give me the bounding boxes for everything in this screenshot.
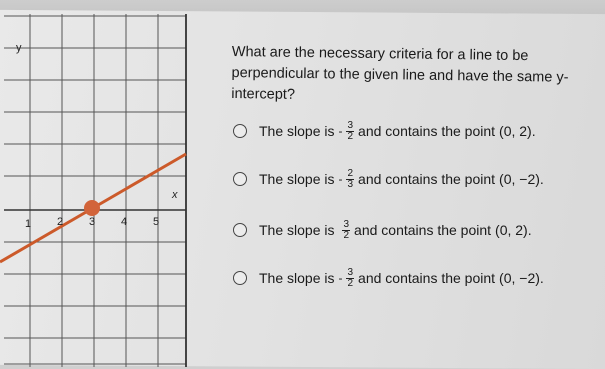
option-1[interactable] (233, 116, 536, 146)
option-2[interactable] (233, 164, 544, 194)
radio-button-1[interactable] (233, 124, 247, 138)
option-3[interactable] (233, 215, 532, 245)
tick-label-3: 3 (89, 216, 96, 228)
option-1-sign: - (338, 124, 343, 138)
option-2-numerator: 2 (347, 167, 354, 179)
option-4-point: (0, −2). (499, 270, 544, 286)
option-4-suffix: and contains the point (358, 270, 496, 286)
tick-label-5: 5 (153, 216, 160, 228)
option-2-point: (0, −2). (499, 171, 544, 187)
option-3-point: (0, 2). (495, 222, 532, 238)
option-3-numerator: 3 (343, 218, 350, 230)
option-1-numerator: 3 (347, 119, 354, 131)
option-1-suffix: and contains the point (358, 123, 496, 139)
option-4-fraction (346, 268, 354, 289)
option-3-fraction (342, 220, 350, 241)
option-4[interactable] (233, 263, 544, 293)
option-3-denominator: 2 (343, 229, 350, 241)
option-2-denominator: 3 (347, 178, 354, 190)
option-4-prefix: The slope is (259, 270, 335, 286)
tick-label-2: 2 (57, 216, 64, 228)
option-2-fraction (346, 169, 354, 190)
radio-button-4[interactable] (233, 271, 247, 285)
option-3-prefix: The slope is (259, 222, 335, 238)
question-text: What are the necessary criteria for a line to be perpendicular to the given line and have the same y-intercept? (231, 43, 569, 103)
radio-button-3[interactable] (233, 223, 247, 237)
option-2-prefix: The slope is (259, 171, 335, 187)
option-3-suffix: and contains the point (354, 222, 492, 238)
y-intercept-point (84, 200, 100, 216)
radio-button-2[interactable] (233, 172, 247, 186)
coordinate-graph (0, 14, 210, 367)
option-4-sign: - (338, 271, 343, 285)
tick-label-1: 1 (25, 218, 32, 230)
y-axis-label: y (16, 42, 22, 54)
option-1-denominator: 2 (347, 130, 354, 142)
option-4-denominator: 2 (347, 277, 354, 289)
tick-label-4: 4 (121, 216, 128, 228)
option-2-suffix: and contains the point (358, 171, 496, 187)
option-1-prefix: The slope is (259, 123, 335, 139)
option-1-point: (0, 2). (499, 123, 536, 139)
option-4-numerator: 3 (347, 266, 354, 278)
option-2-sign: - (338, 172, 343, 186)
option-1-fraction (346, 121, 354, 142)
x-axis-label: x (172, 189, 178, 201)
